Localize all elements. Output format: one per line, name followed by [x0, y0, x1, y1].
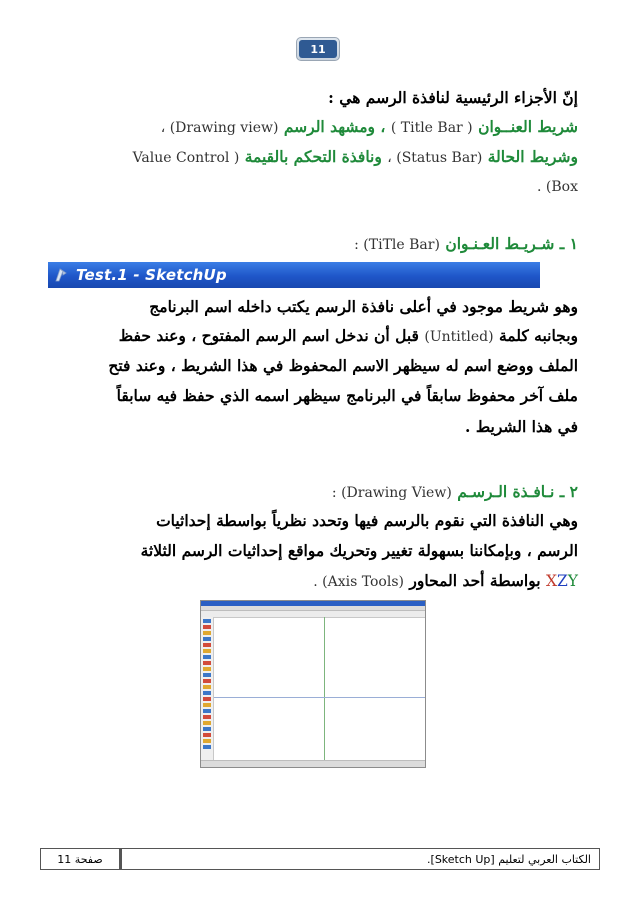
section2-heading-line [332, 482, 578, 503]
axis-labels [546, 572, 578, 590]
screenshot-tool-palette [201, 617, 214, 761]
screenshot-axis-vertical [324, 617, 325, 761]
intro-text: إنّ الأجزاء الرئيسية لنافذة الرسم هي : [328, 88, 578, 107]
page-footer [40, 848, 600, 870]
screenshot-status-bar [201, 760, 425, 767]
section1-p5-text: في هذا الشريط . [465, 417, 578, 436]
section1-heading: ١ ـ شـريـط العـنـوان [445, 234, 578, 253]
axis-y-label: Y [567, 572, 578, 590]
section1-p1-text: وهو شريط موجود في أعلى نافذة الرسم يكتب داخله اسم البرنامج [149, 297, 578, 316]
section1-p5 [465, 417, 578, 437]
axis-tools-term: (Axis Tools) . [313, 574, 404, 590]
intro-line [328, 88, 578, 108]
title-bar-en: ( Title Bar ) [390, 120, 473, 136]
value-control-en-end: Box) . [537, 179, 578, 195]
section2-heading: ٢ ـ نـافـذة الـرسـم [457, 482, 578, 501]
section1-p2-c: قبل أن ندخل اسم الرسم المفتوح ، وعند حفظ [118, 326, 419, 345]
value-control-term: ونافذة التحكم بالقيمة [244, 147, 382, 166]
section1-p3 [108, 356, 578, 376]
section1-heading-line [354, 234, 578, 255]
footer-page-number: صفحة 11 [57, 852, 103, 866]
section2-p1 [156, 511, 578, 531]
section2-heading-en: (Drawing View) : [331, 485, 452, 501]
sketchup-title-bar-image [48, 262, 540, 288]
sketchup-drawing-view-screenshot [200, 600, 426, 768]
page-number: 11 [299, 40, 337, 58]
section1-p2-a: وبجانبه كلمة [498, 326, 578, 345]
title-bar-text: Test.1 - SketchUp [76, 266, 227, 284]
parts-line-2 [133, 147, 578, 168]
section1-p4 [117, 386, 578, 406]
page-number-badge [296, 37, 340, 61]
footer-book-title: الكتاب العربي لتعليم [Sketch Up]. [119, 849, 599, 869]
title-bar-term: شريط العنــوان [478, 117, 578, 136]
section1-p1 [149, 297, 578, 317]
axis-x-label: X [545, 572, 557, 590]
value-control-en: ( Value Control [132, 150, 240, 166]
screenshot-canvas [214, 617, 425, 761]
axis-z-label: Z [556, 572, 568, 590]
section2-p3-a: بواسطة أحد المحاور [409, 571, 541, 590]
section1-p3-text: الملف ووضع اسم له سيظهر الاسم المحفوظ في هذا الشريط ، وعند فتح [108, 356, 578, 375]
status-bar-en: (Status Bar) ، [387, 150, 483, 166]
section2-p3 [313, 571, 578, 592]
section2-p1-text: وهي النافذة التي نقوم بالرسم فيها وتحدد نظرياً بواسطة إحداثيات [156, 511, 578, 530]
untitled-term: (Untitled) [424, 329, 494, 345]
parts-line-1 [161, 117, 578, 138]
drawing-view-term: ، ومشهد الرسم [283, 117, 386, 136]
section1-p2 [119, 326, 578, 347]
drawing-view-en: (Drawing view) ، [160, 120, 279, 136]
section1-p4-text: ملف آخر محفوظ سابقاً في البرنامج سيظهر اسمه الذي حفظ فيه سابقاً [116, 386, 578, 405]
sketchup-logo-icon [54, 267, 70, 283]
section2-p2 [141, 541, 578, 561]
status-bar-term: وشريط الحالة [487, 147, 578, 166]
section1-heading-en: (TiTle Bar) : [354, 237, 440, 253]
section2-p2-text: الرسم ، وبإمكاننا بسهولة تغيير وتحريك مواقع إحداثيات الرسم الثلاثة [140, 541, 578, 560]
screenshot-axis-horizontal [214, 697, 425, 698]
parts-line-3 [537, 176, 578, 197]
